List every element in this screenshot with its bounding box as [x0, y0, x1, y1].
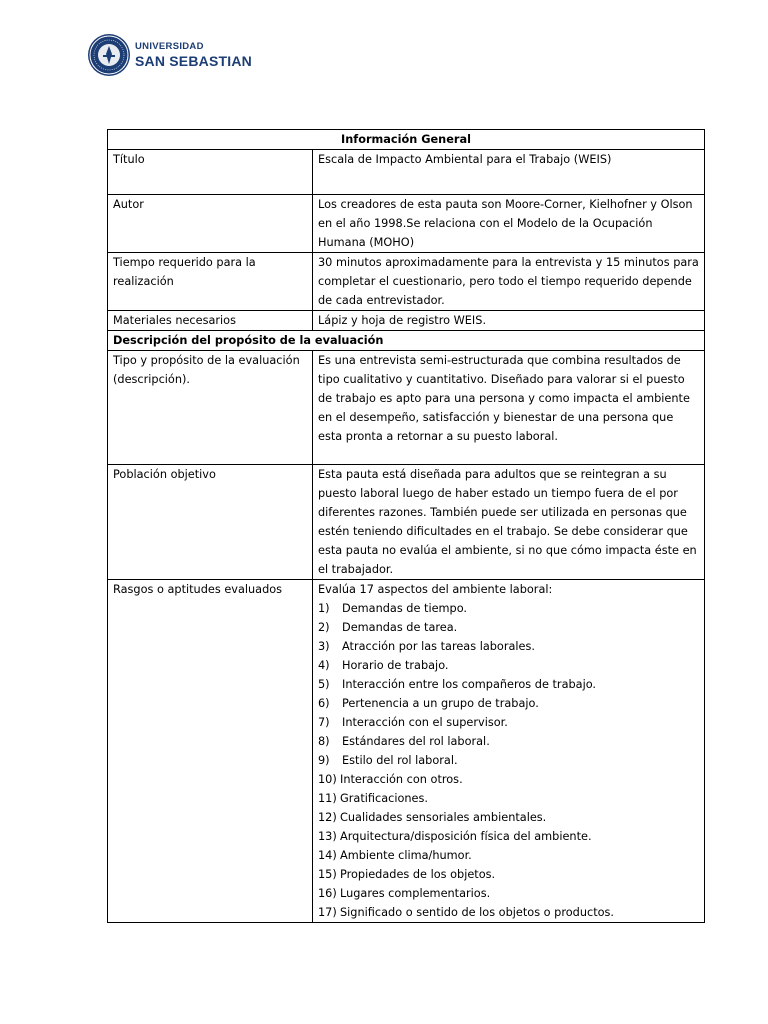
university-logo	[88, 34, 252, 76]
label-poblacion: Población objetivo	[108, 465, 313, 580]
value-poblacion: Esta pauta está diseñada para adultos que se reintegran a su puesto laboral luego de haber estado un tiempo fuera de el por diferentes razones. También puede ser utilizada en personas que estén teniendo dificultades en el trabajo. Se debe considerar que esta pauta no evalúa el ambiente, si no que cómo impacta éste en el trabajador.	[313, 465, 705, 580]
table-row-materiales	[108, 311, 705, 331]
list-item-text: Interacción con otros.	[340, 773, 463, 786]
list-item-text: Demandas de tiempo.	[342, 602, 468, 615]
section-header-row	[108, 331, 705, 351]
general-info-table	[107, 129, 705, 923]
table-row-poblacion	[108, 465, 705, 580]
list-item	[318, 675, 699, 694]
list-item-number: 7)	[318, 716, 330, 729]
list-item	[318, 694, 699, 713]
list-item-text: Gratificaciones.	[340, 792, 428, 805]
table-header-row	[108, 130, 705, 150]
list-item	[318, 865, 699, 884]
list-item-text: Demandas de tarea.	[342, 621, 458, 634]
list-item-number: 4)	[318, 659, 330, 672]
list-item-text: Estilo del rol laboral.	[342, 754, 458, 767]
value-tiempo: 30 minutos aproximadamente para la entrevista y 15 minutos para completar el cuestionario, pero todo el tiempo requerido depende de cada entrevistador.	[313, 253, 705, 311]
label-autor: Autor	[108, 195, 313, 253]
list-item-text: Cualidades sensoriales ambientales.	[340, 811, 547, 824]
value-autor: Los creadores de esta pauta son Moore-Corner, Kielhofner y Olson en el año 1998.Se relaciona con el Modelo de la Ocupación Humana (MOHO)	[313, 195, 705, 253]
list-item-number: 10)	[318, 773, 337, 786]
value-materiales: Lápiz y hoja de registro WEIS.	[313, 311, 705, 331]
list-item-text: Interacción con el supervisor.	[342, 716, 508, 729]
list-item-text: Arquitectura/disposición física del ambiente.	[340, 830, 592, 843]
table-row-autor	[108, 195, 705, 253]
table-row-rasgos	[108, 580, 705, 923]
value-rasgos	[313, 580, 705, 923]
list-item-text: Propiedades de los objetos.	[340, 868, 496, 881]
table-row-tipo	[108, 351, 705, 465]
list-item-text: Lugares complementarios.	[340, 887, 491, 900]
value-tipo: Es una entrevista semi-estructurada que combina resultados de tipo cualitativo y cuantitativo. Diseñado para valorar si el puesto de trabajo es apto para una persona y como impacta el ambiente en el desempeño, satisfacción y bienestar de una persona que esta pronta a retornar a su puesto laboral.	[313, 351, 705, 465]
list-item	[318, 846, 699, 865]
list-item-number: 13)	[318, 830, 337, 843]
logo-line-1: UNIVERSIDAD	[135, 41, 204, 53]
list-item-number: 15)	[318, 868, 337, 881]
list-item	[318, 713, 699, 732]
list-item	[318, 808, 699, 827]
label-tipo: Tipo y propósito de la evaluación (descripción).	[108, 351, 313, 465]
label-rasgos: Rasgos o aptitudes evaluados	[108, 580, 313, 923]
section-header: Descripción del propósito de la evaluación	[108, 331, 705, 351]
list-item	[318, 599, 699, 618]
list-item-number: 17)	[318, 906, 337, 919]
list-item	[318, 903, 699, 922]
list-item	[318, 637, 699, 656]
table-header: Información General	[108, 130, 705, 150]
list-item-number: 12)	[318, 811, 337, 824]
list-item	[318, 618, 699, 637]
label-materiales: Materiales necesarios	[108, 311, 313, 331]
label-titulo: Título	[108, 150, 313, 195]
list-item-number: 6)	[318, 697, 330, 710]
list-item-text: Pertenencia a un grupo de trabajo.	[342, 697, 539, 710]
list-item	[318, 827, 699, 846]
table-row-tiempo	[108, 253, 705, 311]
label-tiempo: Tiempo requerido para la realización	[108, 253, 313, 311]
list-item-text: Atracción por las tareas laborales.	[342, 640, 535, 653]
list-item	[318, 751, 699, 770]
list-item-text: Estándares del rol laboral.	[342, 735, 490, 748]
table-row-titulo	[108, 150, 705, 195]
list-item-text: Horario de trabajo.	[342, 659, 449, 672]
list-item-number: 9)	[318, 754, 330, 767]
list-item-text: Significado o sentido de los objetos o productos.	[340, 906, 615, 919]
list-item	[318, 732, 699, 751]
list-item	[318, 884, 699, 903]
value-titulo: Escala de Impacto Ambiental para el Trabajo (WEIS)	[313, 150, 705, 195]
list-item-number: 5)	[318, 678, 330, 691]
list-item-number: 2)	[318, 621, 330, 634]
list-item-number: 16)	[318, 887, 337, 900]
list-item	[318, 789, 699, 808]
university-seal-icon	[88, 34, 130, 76]
list-item-text: Ambiente clima/humor.	[340, 849, 472, 862]
list-item-number: 1)	[318, 602, 330, 615]
list-item-text: Interacción entre los compañeros de trabajo.	[342, 678, 597, 691]
rasgos-intro: Evalúa 17 aspectos del ambiente laboral:	[318, 583, 553, 596]
list-item-number: 14)	[318, 849, 337, 862]
list-item-number: 8)	[318, 735, 330, 748]
list-item	[318, 656, 699, 675]
logo-line-2: SAN SEBASTIAN	[135, 52, 252, 69]
list-item-number: 3)	[318, 640, 330, 653]
rasgos-list	[318, 599, 699, 922]
list-item	[318, 770, 699, 789]
list-item-number: 11)	[318, 792, 337, 805]
